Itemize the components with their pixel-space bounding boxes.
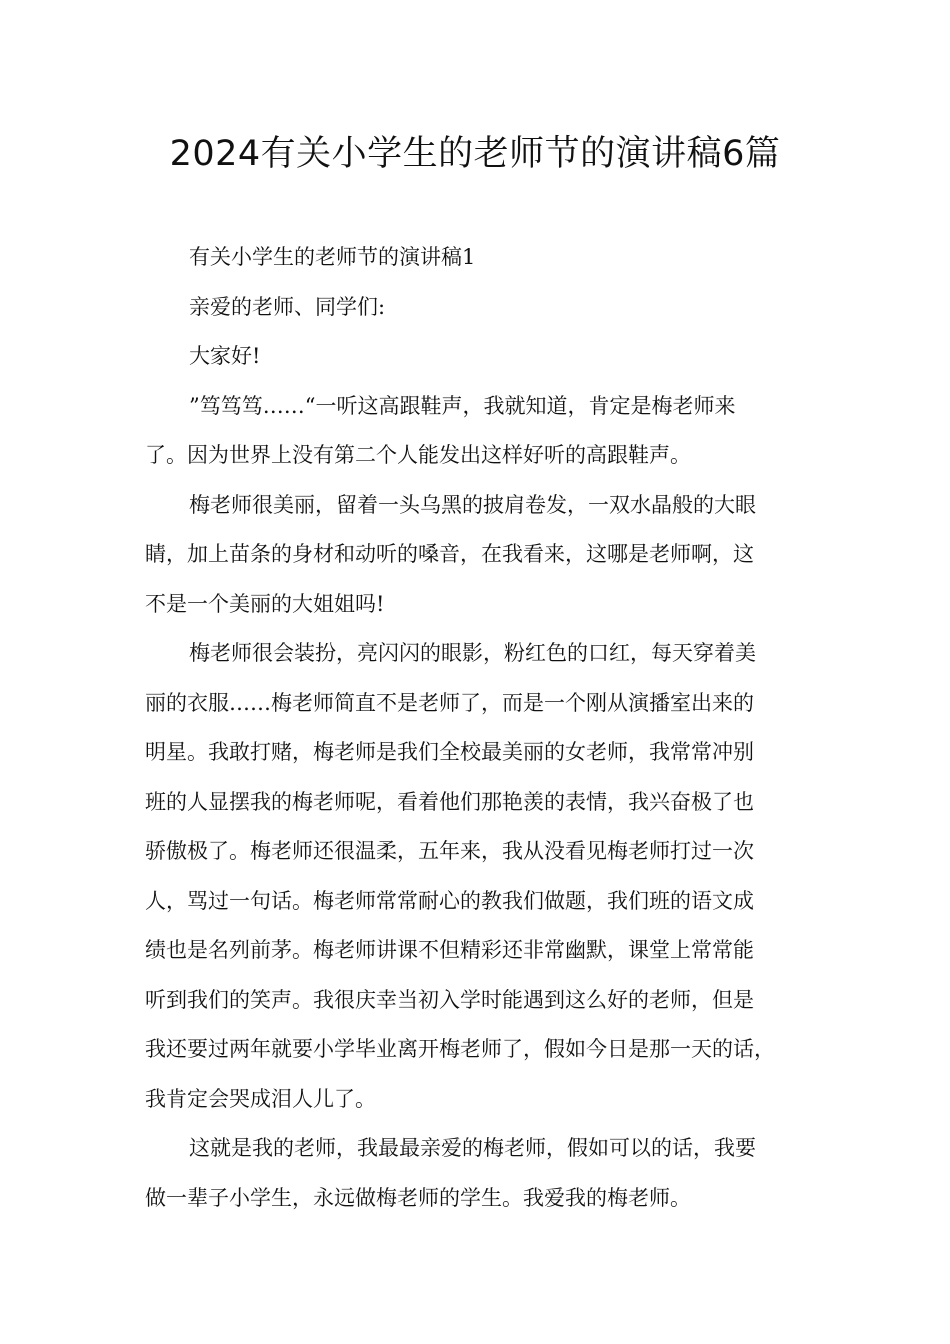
paragraph-line: 这就是我的老师，我最最亲爱的梅老师，假如可以的话，我要 (189, 1136, 756, 1160)
paragraph-line: 我还要过两年就要小学毕业离开梅老师了，假如今日是那一天的话， (145, 1037, 775, 1061)
paragraph (145, 382, 810, 481)
paragraph-line: 梅老师很会装扮，亮闪闪的眼影，粉红色的口红，每天穿着美 (189, 641, 756, 665)
paragraph-line: 做一辈子小学生，永远做梅老师的学生。我爱我的梅老师。 (145, 1185, 691, 1210)
paragraph-line: 亲爱的老师、同学们: (189, 294, 386, 319)
paragraph-line: 有关小学生的老师节的演讲稿1 (189, 245, 476, 269)
paragraph (145, 629, 810, 1124)
paragraph-line: 人，骂过一句话。梅老师常常耐心的教我们做题，我们班的语文成 (145, 888, 754, 913)
paragraph-line: ”笃笃笃……“一听这高跟鞋声，我就知道，肯定是梅老师来 (189, 393, 736, 418)
paragraph (145, 332, 810, 382)
paragraph-line: 了。因为世界上没有第二个人能发出这样好听的高跟鞋声。 (145, 443, 691, 467)
paragraph (145, 1124, 810, 1223)
paragraph-line: 丽的衣服……梅老师简直不是老师了，而是一个刚从演播室出来的 (145, 690, 754, 715)
paragraph-line: 梅老师很美丽，留着一头乌黑的披肩卷发，一双水晶般的大眼 (189, 492, 756, 517)
paragraph (145, 233, 810, 283)
paragraph-line: 绩也是名列前茅。梅老师讲课不但精彩还非常幽默，课堂上常常能 (145, 938, 754, 962)
paragraph-line: 骄傲极了。梅老师还很温柔，五年来，我从没看见梅老师打过一次 (145, 839, 754, 863)
document-title: 2024有关小学生的老师节的演讲稿6篇 (169, 134, 781, 174)
paragraph-line: 班的人显摆我的梅老师呢，看着他们那艳羡的表情，我兴奋极了也 (145, 789, 754, 814)
paragraph-line: 大家好! (189, 344, 261, 368)
paragraph-line: 不是一个美丽的大姐姐吗! (145, 591, 385, 616)
paragraph-line: 我肯定会哭成泪人儿了。 (145, 1086, 376, 1111)
paragraph-line: 睛，加上苗条的身材和动听的嗓音，在我看来，这哪是老师啊，这 (145, 542, 754, 566)
paragraph (145, 283, 810, 333)
document-body (145, 233, 810, 1223)
paragraph-line: 听到我们的笑声。我很庆幸当初入学时能遇到这么好的老师，但是 (145, 987, 754, 1012)
paragraph (145, 481, 810, 630)
paragraph-line: 明星。我敢打赌，梅老师是我们全校最美丽的女老师，我常常冲别 (145, 740, 754, 764)
